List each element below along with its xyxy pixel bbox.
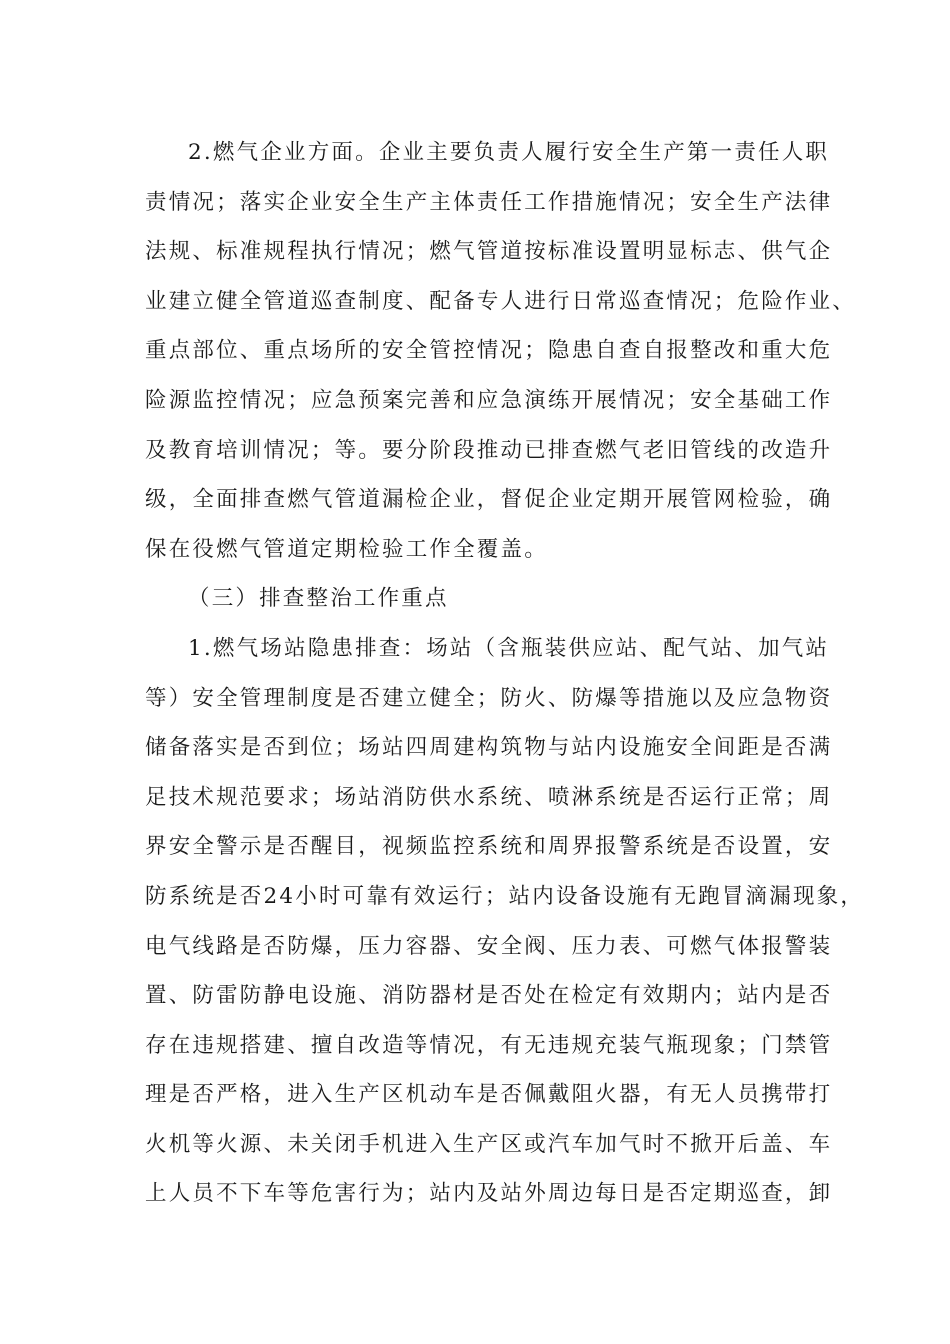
text-line: 上人员不下车等危害行为；站内及站外周边每日是否定期巡查，卸 xyxy=(145,1181,833,1207)
text-line: 防系统是否24小时可靠有效运行；站内设备设施有无跑冒滴漏现象， xyxy=(145,883,865,909)
section-heading: （三）排查整治工作重点 xyxy=(188,586,449,612)
text-line: 级，全面排查燃气管道漏检企业，督促企业定期开展管网检验，确 xyxy=(145,487,833,513)
text-line: 电气线路是否防爆，压力容器、安全阀、压力表、可燃气体报警装 xyxy=(145,933,833,959)
text-line: 理是否严格，进入生产区机动车是否佩戴阻火器，有无人员携带打 xyxy=(145,1082,833,1108)
text-line: 重点部位、重点场所的安全管控情况；隐患自查自报整改和重大危 xyxy=(145,338,833,364)
text-line: 1.燃气场站隐患排查：场站（含瓶装供应站、配气站、加气站 xyxy=(188,635,830,661)
text-line: 保在役燃气管道定期检验工作全覆盖。 xyxy=(145,536,548,562)
text-line: 界安全警示是否醒目，视频监控系统和周界报警系统是否设置，安 xyxy=(145,834,833,860)
paragraph-gas-enterprise xyxy=(145,128,857,574)
text-line: 存在违规搭建、擅自改造等情况，有无违规充装气瓶现象；门禁管 xyxy=(145,1032,833,1058)
text-line: 足技术规范要求；场站消防供水系统、喷淋系统是否运行正常；周 xyxy=(145,784,833,810)
paragraph-station-inspection xyxy=(145,624,865,1219)
text-line: 责情况；落实企业安全生产主体责任工作措施情况；安全生产法律 xyxy=(145,189,833,215)
text-line: 置、防雷防静电设施、消防器材是否处在检定有效期内；站内是否 xyxy=(145,983,833,1009)
text-line: 储备落实是否到位；场站四周建构筑物与站内设施安全间距是否满 xyxy=(145,735,833,761)
text-line: 业建立健全管道巡查制度、配备专人进行日常巡查情况；危险作业、 xyxy=(145,288,857,314)
text-line: 险源监控情况；应急预案完善和应急演练开展情况；安全基础工作 xyxy=(145,387,833,413)
document-body xyxy=(145,128,865,1219)
text-line: 等）安全管理制度是否建立健全；防火、防爆等措施以及应急物资 xyxy=(145,685,833,711)
text-line: 及教育培训情况；等。要分阶段推动已排查燃气老旧管线的改造升 xyxy=(145,437,833,463)
text-line: 法规、标准规程执行情况；燃气管道按标准设置明显标志、供气企 xyxy=(145,239,833,265)
text-line: 2.燃气企业方面。企业主要负责人履行安全生产第一责任人职 xyxy=(188,140,830,165)
text-line: 火机等火源、未关闭手机进入生产区或汽车加气时不掀开后盖、车 xyxy=(145,1131,833,1157)
